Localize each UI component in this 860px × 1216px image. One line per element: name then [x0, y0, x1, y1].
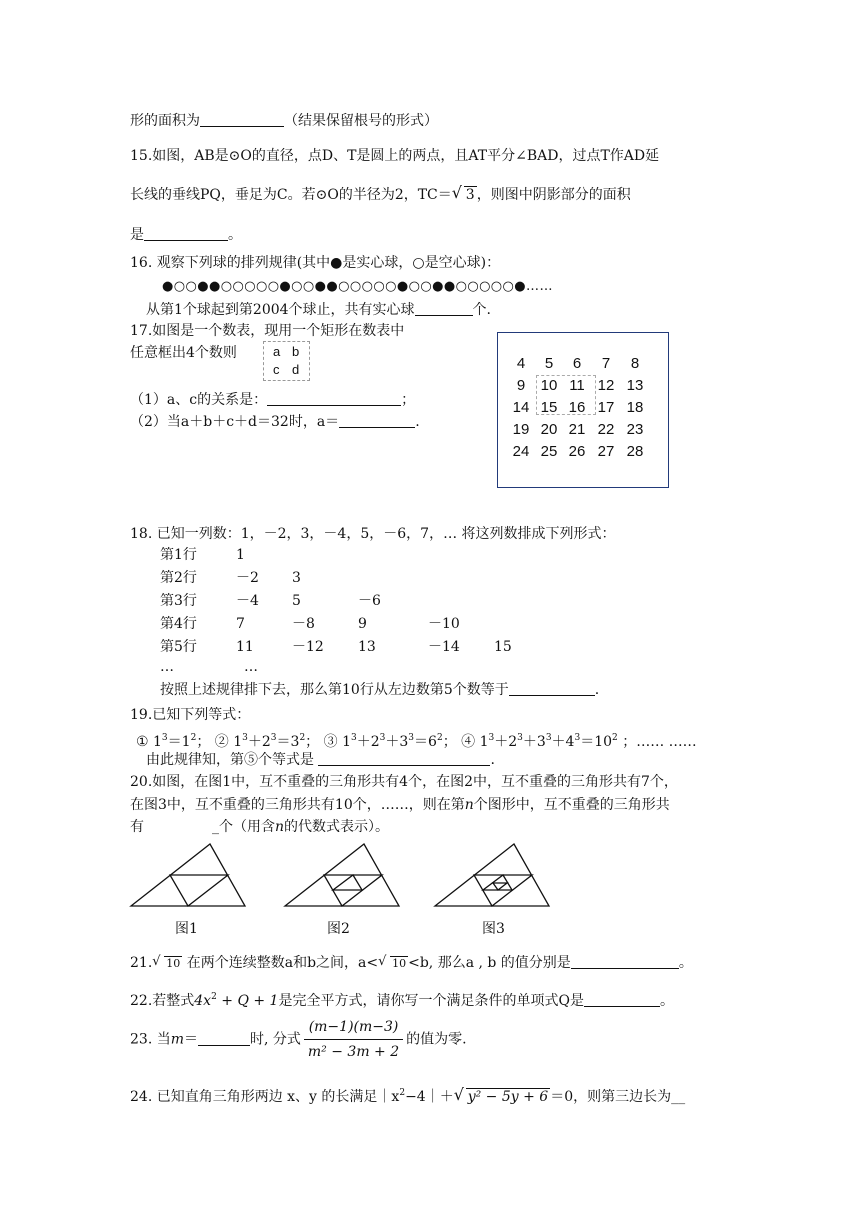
q23-line: 23. 当m＝ 时, 分式 $\frac{(m-1)(m-3)}{\text{m² − 3m + 2}}$ 的值为零.: [130, 1016, 467, 1063]
row-value: 9: [358, 616, 367, 632]
table-cell: 8: [630, 355, 640, 372]
triangle-figure-2: [282, 842, 402, 910]
row-label: 第1行: [160, 547, 197, 563]
triangle-figure-1: [128, 842, 248, 910]
mini-d: d: [292, 362, 300, 377]
q18-ask: 按照上述规律排下去，那么第10行从左边数第5个数等于 .: [160, 682, 600, 698]
q18-line1: 18. 已知一列数：1，－2，3，－4，5，－6，7，… 将这列数排成下列形式：: [130, 526, 616, 542]
row-label: 第2行: [160, 570, 197, 586]
table-cell: 25: [540, 443, 558, 460]
q22-line: 22.若整式$4x^2 + Q + 1$是完全平方式，请你写一个满足条件的单项式Q是 。: [130, 992, 674, 1009]
table-cell: 4: [516, 355, 526, 372]
row-value: 7: [236, 616, 245, 632]
row-value: 15: [494, 639, 512, 655]
fraction: $\frac{(m-1)(m-3)}{\text{m² − 3m + 2}}$: [304, 1016, 403, 1063]
dots-left: …: [160, 659, 174, 675]
table-cell: 13: [626, 377, 644, 394]
answer-blank: [200, 112, 284, 127]
table-cell: 19: [512, 421, 530, 438]
number-table: [497, 332, 669, 488]
table-cell: 15: [540, 399, 558, 416]
mini-b: b: [292, 344, 300, 359]
table-cell: 26: [568, 443, 586, 460]
table-cell: 5: [544, 355, 554, 372]
q16-line3: 从第1个球起到第2004个球止，共有实心球 个.: [146, 302, 491, 318]
sqrt-expr: √ 10: [378, 954, 407, 970]
table-cell: 18: [626, 399, 644, 416]
q19-line3: 由此规律知，第⑤个等式是 .: [146, 752, 495, 768]
table-cell: 11: [569, 377, 585, 394]
answer-blank: [198, 1031, 250, 1046]
table-cell: 28: [626, 443, 644, 460]
table-cell: 14: [512, 399, 530, 416]
figure-caption-1: 图1: [175, 921, 198, 937]
mini-frame: [263, 341, 310, 381]
row-value: －14: [428, 639, 460, 655]
answer-blank: [318, 751, 490, 766]
row-value: 5: [292, 593, 301, 609]
q15-line1: 15.如图，AB是⊙O的直径，点D、T是圆上的两点，且AT平分∠BAD，过点T作AD延: [130, 148, 660, 164]
answer-blank: [144, 226, 228, 241]
q17-line2: 任意框出4个数则: [130, 345, 237, 361]
q15-line3: 是 。: [130, 227, 242, 243]
table-cell: 23: [626, 421, 644, 438]
table-cell: 22: [597, 421, 615, 438]
table-cell: 10: [540, 377, 558, 394]
row-value: 3: [292, 570, 301, 586]
q19-equations: ① $1^3=1^2$； ② $1^3+2^3=3^2$； ③ $1^3+2^3+3^3=6^2$； ④ $1^3+2^3+3^3+4^3=10^2$ ；…… ……: [136, 733, 697, 750]
row-value: －4: [236, 593, 259, 609]
top-line: 形的面积为 （结果保留根号的形式）: [130, 113, 438, 129]
dots-right: …: [244, 659, 258, 675]
row-value: －6: [358, 593, 381, 609]
row-value: 11: [236, 639, 254, 655]
figure-caption-2: 图2: [327, 921, 350, 937]
q15-line2: 长线的垂线PQ，垂足为C。若⊙O的半径为2，TC＝ √ 3 ，则图中阴影部分的面积: [130, 183, 631, 203]
row-value: 1: [236, 547, 245, 563]
answer-blank: [584, 992, 660, 1007]
sqrt-icon: √: [378, 954, 387, 969]
row-value: －8: [292, 616, 315, 632]
answer-blank: [415, 301, 473, 316]
sqrt-expr: √ 3: [451, 183, 475, 203]
q24-line: 24. 已知直角三角形两边 x、y 的长满足$|x^2-4|+$ √ y² − 5y + 6 ＝0，则第三边长为__: [130, 1085, 686, 1105]
figure-caption-3: 图3: [482, 921, 505, 937]
ball-sequence: ●○○●●○○○○○●○○●●○○○○○●○○●●○○○○○●……: [162, 279, 553, 294]
q17-part1: （1）a、c的关系是： ；: [130, 392, 416, 408]
mini-c: c: [273, 362, 280, 377]
triangle-figure-3: [432, 842, 552, 910]
answer-blank: [144, 819, 212, 833]
table-cell: 24: [512, 443, 530, 460]
q20-line3: 有 _个（用含n的代数式表示）。: [130, 819, 390, 835]
row-value: －10: [428, 616, 460, 632]
row-label: 第4行: [160, 616, 197, 632]
answer-blank: [339, 413, 415, 428]
table-cell: 12: [597, 377, 615, 394]
table-cell: 20: [540, 421, 558, 438]
sqrt-icon: √: [453, 1085, 464, 1104]
table-cell: 27: [597, 443, 615, 460]
q20-line1: 20.如图，在图1中，互不重叠的三角形共有4个，在图2中，互不重叠的三角形共有7个，: [130, 774, 678, 790]
q21-line: 21. √ 10 在两个连续整数a和b之间，a< √ 10 <b, 那么a , b 的值分别是 。: [130, 953, 693, 974]
q17-line1: 17.如图是一个数表，现用一个矩形在数表中: [130, 323, 405, 339]
q16-line1: 16. 观察下列球的排列规律(其中●是实心球，○是空心球)：: [130, 255, 501, 271]
row-value: －12: [292, 639, 324, 655]
table-cell: 16: [568, 399, 586, 416]
q20-line2: 在图3中，互不重叠的三角形共有10个，……，则在第n个图形中，互不重叠的三角形共: [130, 797, 670, 813]
answer-blank: [571, 954, 679, 969]
table-cell: 17: [597, 399, 615, 416]
answer-blank: [509, 681, 595, 696]
table-cell: 7: [601, 355, 611, 372]
sqrt-icon: √: [451, 183, 462, 202]
row-value: －2: [236, 570, 259, 586]
mini-a: a: [273, 344, 281, 359]
row-label: 第5行: [160, 639, 197, 655]
table-cell: 6: [572, 355, 582, 372]
q19-line1: 19.已知下列等式：: [130, 707, 251, 723]
row-label: 第3行: [160, 593, 197, 609]
row-value: 13: [358, 639, 376, 655]
q17-part2: （2）当a＋b＋c＋d＝32时，a＝ .: [130, 414, 420, 430]
sqrt-icon: √: [152, 954, 161, 969]
sqrt-expr: √ 10: [152, 954, 181, 970]
table-cell: 21: [568, 421, 586, 438]
table-cell: 9: [516, 377, 526, 394]
sqrt-expr: √ y² − 5y + 6: [453, 1085, 549, 1105]
answer-blank: [267, 391, 401, 406]
